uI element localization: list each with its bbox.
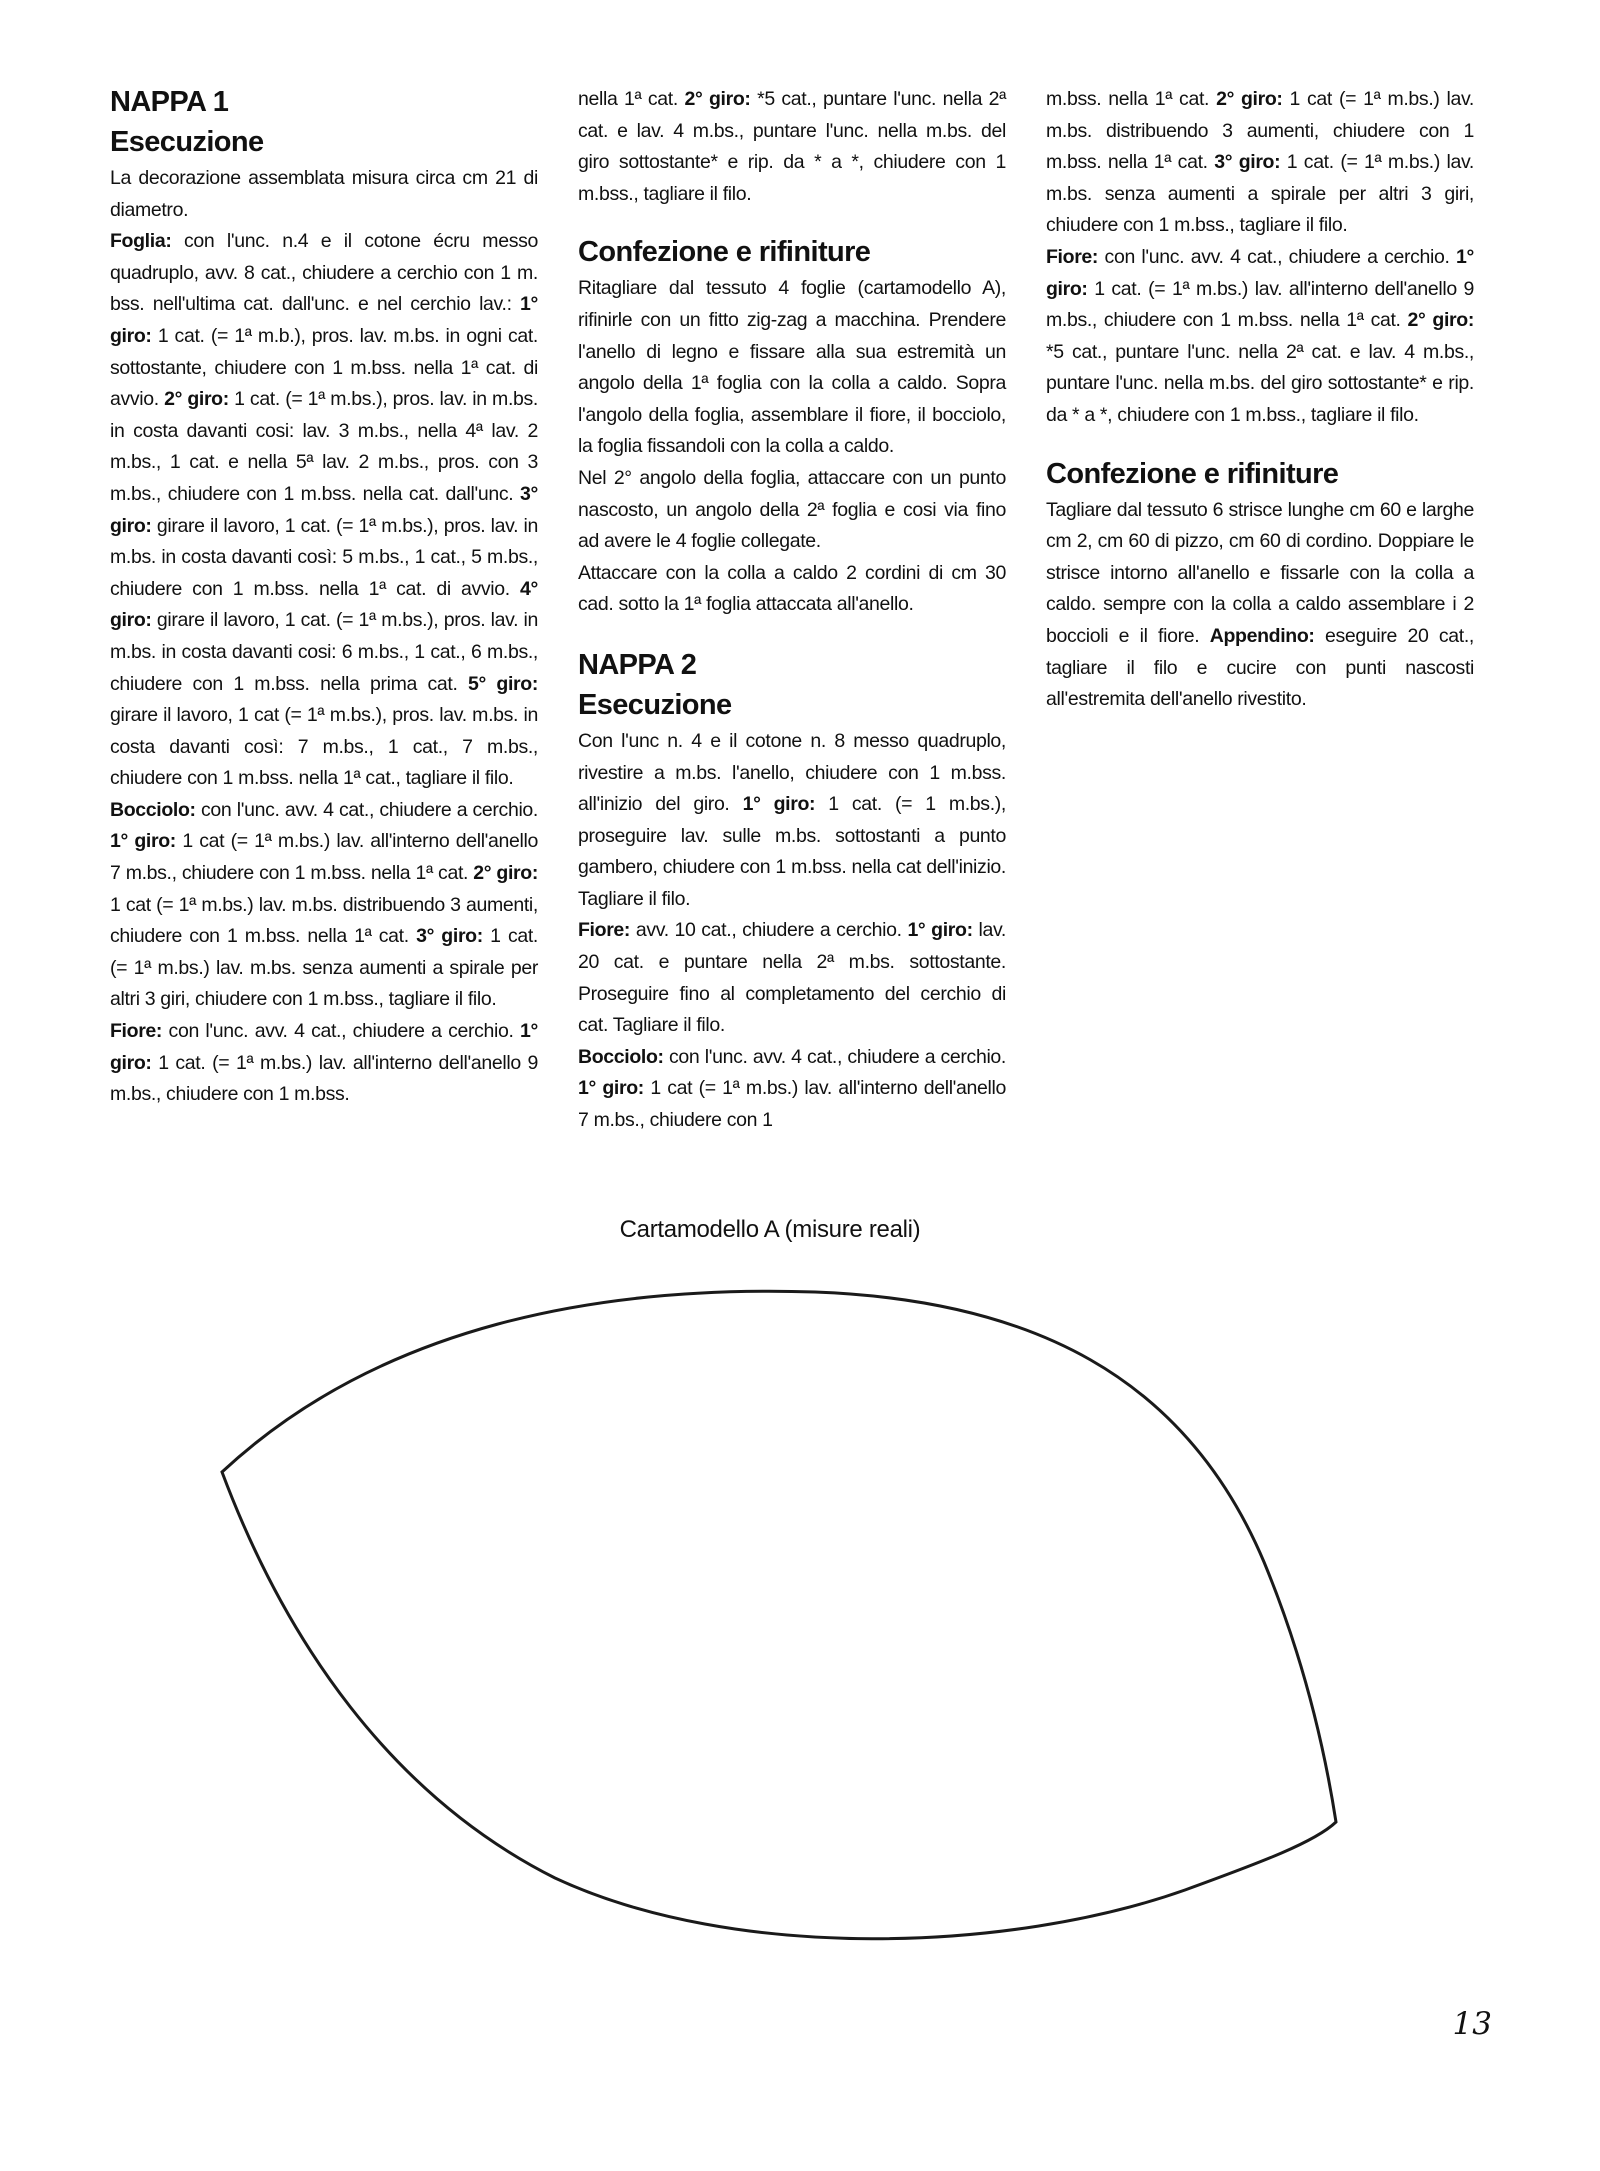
sub-heading: Confezione e rifiniture [1046, 457, 1339, 490]
bold-term: 1° giro: [907, 919, 973, 942]
bold-term: Bocciolo: [110, 798, 196, 821]
sub-heading: Esecuzione [578, 688, 732, 721]
instruction-paragraph [578, 273, 1006, 463]
text-run: m.bss. nella 1ª cat. [1046, 88, 1217, 110]
text-run: 1 cat (= 1ª m.bs.) lav. all'interno dell'anello 7 m.bs., chiudere con 1 [578, 1077, 1006, 1132]
page-number: 13 [1452, 2006, 1492, 2042]
text-run: con l'unc. avv. 4 cat., chiudere a cerchio. [663, 1045, 1006, 1068]
text-run: *5 cat., puntare l'unc. nella 2ª cat. e lav. 4 m.bs., puntare l'unc. nella m.bs. del giro sottostante* e rip. da * a *, chiudere con 1 m.bss., tagliare il filo. [578, 88, 1007, 205]
bold-term: 3° giro: [416, 925, 483, 948]
leaf-outline-path [222, 1291, 1336, 1939]
text-run: 1 cat. (= 1ª m.bs.) lav. m.bs. senza aumenti a spirale per altri 3 giri, chiudere con 1 m.bss., tagliare il filo. [1046, 151, 1474, 237]
text-run: con l'unc. avv. 4 cat., chiudere a cerchio. [195, 798, 538, 821]
instruction-paragraph [110, 163, 538, 226]
text-run: con l'unc. n.4 e il cotone écru messo quadruplo, avv. 8 cat., chiudere a cerchio con 1 m. bss. nell'ultima cat. dall'unc. e nel cerchio lav.: [110, 230, 538, 316]
instruction-paragraph [1046, 495, 1474, 716]
instruction-paragraph [110, 795, 538, 1016]
bold-term: 2° giro: [684, 88, 751, 110]
bold-term: 1° giro: [578, 1077, 644, 1100]
bold-term: 2° giro: [473, 862, 538, 885]
text-run: 1 cat. (= 1ª m.bs.) lav. all'interno dell'anello 9 m.bs., chiudere con 1 m.bss. [110, 1051, 538, 1106]
instruction-paragraph [578, 463, 1006, 558]
bold-term: 1° giro: [1046, 245, 1474, 300]
text-run: Con l'unc n. 4 e il cotone n. 8 messo quadruplo, rivestire a m.bs. l'anello, chiudere con 1 m.bss. all'inizio del giro. [578, 729, 1006, 816]
text-run: avv. 10 cat., chiudere a cerchio. [630, 919, 908, 942]
bold-term: 4° giro: [110, 577, 538, 632]
text-run: nella 1ª cat. [578, 88, 685, 110]
bold-term: 1° giro: [110, 1020, 538, 1074]
sub-heading: Confezione e rifiniture [578, 236, 871, 269]
leaf-pattern-drawing [0, 1230, 1600, 2110]
text-run: Tagliare dal tessuto 6 strisce lunghe cm 60 e larghe cm 2, cm 60 di pizzo, cm 60 di cordino. Doppiare le strisce intorno all'anello e fissarle con la colla a caldo. sempre con la colla a caldo assemblare i 2 boccioli e il fiore. [1046, 498, 1474, 647]
section-heading: NAPPA 2 [578, 648, 697, 681]
text-run: 1 cat. (= 1 m.bs.), proseguire lav. sulle m.bs. sottostanti a punto gambero, chiudere con 1 m.bss. nella cat dell'inizio. Tagliare il filo. [578, 793, 1006, 910]
text-run: 1 cat. (= 1ª m.b.), pros. lav. m.bs. in ogni cat. sottostante, chiudere con 1 m.bss. nella 1ª cat. di avvio. [110, 324, 538, 411]
text-run: La decorazione assemblata misura circa cm 21 di diametro. [110, 167, 538, 221]
text-run: 1 cat (= 1ª m.bs.) lav. m.bs. distribuendo 3 aumenti, chiudere con 1 m.bss. nella 1ª cat. [1046, 88, 1474, 174]
text-column-2 [578, 84, 1006, 1137]
text-run: girare il lavoro, 1 cat. (= 1ª m.bs.), pros. lav. in m.bs. in costa davanti così: 5 m.bs., 1 cat., 5 m.bs., chiudere con 1 m.bss. nella 1ª cat. di avvio. [110, 514, 538, 600]
instruction-paragraph [110, 1016, 538, 1111]
text-run: 1 cat. (= 1ª m.bs.) lav. all'interno dell'anello 9 m.bs., chiudere con 1 m.bss. nella 1ª cat. [1046, 277, 1474, 332]
bold-term: 1° giro: [742, 793, 816, 816]
text-run: Attaccare con la colla a caldo 2 cordini di cm 30 cad. sotto la 1ª foglia attaccata all'anello. [578, 561, 1006, 616]
bold-term: Fiore: [578, 919, 631, 942]
bold-term: 2° giro: [1407, 309, 1474, 332]
instruction-paragraph [578, 915, 1006, 1041]
bold-term: 1° giro: [110, 293, 538, 347]
text-run: 1 cat (= 1ª m.bs.) lav. all'interno dell'anello 7 m.bs., chiudere con 1 m.bss. nella 1ª cat. [110, 830, 538, 885]
bold-term: 2° giro: [164, 388, 229, 411]
instruction-paragraph [578, 558, 1006, 621]
text-run: 1 cat. (= 1ª m.bs.) lav. m.bs. senza aumenti a spirale per altri 3 giri, chiudere con 1 m.bss., tagliare il filo. [110, 925, 538, 1011]
bold-term: Bocciolo: [578, 1045, 664, 1068]
bold-term: 1° giro: [110, 830, 176, 853]
instruction-paragraph [110, 226, 538, 795]
bold-term: Fiore: [1046, 245, 1099, 268]
text-column-3 [1046, 84, 1474, 716]
text-column-1 [110, 84, 538, 1111]
text-run: con l'unc. avv. 4 cat., chiudere a cerchio. [162, 1020, 521, 1043]
text-run: 1 cat. (= 1ª m.bs.), pros. lav. in m.bs. in costa davanti cosi: lav. 3 m.bs., nella 4ª lav. 2 m.bs., 1 cat. e nella 5ª lav. 2 m.bs., pros. con 3 m.bs., chiudere con 1 m.bss. nella cat. dall'unc. [110, 388, 538, 505]
text-run: lav. 20 cat. e puntare nella 2ª m.bs. sottostante. Proseguire fino al completamento del cerchio di cat. Tagliare il filo. [578, 919, 1006, 1037]
section-heading: NAPPA 1 [110, 86, 229, 118]
instruction-paragraph [1046, 84, 1474, 242]
text-run: *5 cat., puntare l'unc. nella 2ª cat. e lav. 4 m.bs., puntare l'unc. nella m.bs. del giro sottostante* e rip. da * a *, chiudere con 1 m.bss., tagliare il filo. [1046, 340, 1474, 426]
text-run: girare il lavoro, 1 cat. (= 1ª m.bs.), pros. lav. in m.bs. in costa davanti cosi: 6 m.bs., 1 cat., 6 m.bs., chiudere con 1 m.bss. nella prima cat. [110, 609, 538, 695]
bold-term: Appendino: [1209, 624, 1315, 647]
bold-term: 2° giro: [1216, 88, 1283, 110]
sub-heading: Esecuzione [110, 126, 264, 158]
pattern-caption: Cartamodello A (misure reali) [619, 1216, 921, 1243]
bold-term: 3° giro: [1214, 151, 1281, 174]
instruction-paragraph [578, 726, 1006, 916]
bold-term: 5° giro: [468, 672, 538, 695]
instruction-paragraph [578, 1042, 1006, 1137]
instruction-paragraph [1046, 242, 1474, 432]
instruction-paragraph [578, 84, 1006, 210]
text-run: Ritagliare dal tessuto 4 foglie (cartamodello A), rifinirle con un fitto zig-zag a macchina. Prendere l'anello di legno e fissare alla sua estremità un angolo della 1ª foglia con la colla a caldo. Sopra l'angolo della foglia, assemblare il fiore, il bocciolo, la foglia fissandoli con la colla a caldo. [578, 277, 1006, 458]
bold-term: 3° giro: [110, 482, 538, 537]
bold-term: Fiore: [110, 1020, 163, 1043]
text-run: con l'unc. avv. 4 cat., chiudere a cerchio. [1098, 245, 1457, 268]
text-run: eseguire 20 cat., tagliare il filo e cucire con punti nascosti all'estremita dell'anello rivestito. [1046, 624, 1474, 711]
text-run: 1 cat (= 1ª m.bs.) lav. m.bs. distribuendo 3 aumenti, chiudere con 1 m.bss. nella 1ª cat. [110, 893, 538, 948]
text-run: girare il lavoro, 1 cat (= 1ª m.bs.), pros. lav. m.bs. in costa davanti così: 7 m.bs., 1 cat., 7 m.bs., chiudere con 1 m.bss. nella 1ª cat., tagliare il filo. [110, 704, 538, 790]
text-run: Nel 2° angolo della foglia, attaccare con un punto nascosto, un angolo della 2ª foglia e cosi via fino ad avere le 4 foglie collegate. [578, 466, 1006, 553]
bold-term: Foglia: [110, 230, 172, 253]
